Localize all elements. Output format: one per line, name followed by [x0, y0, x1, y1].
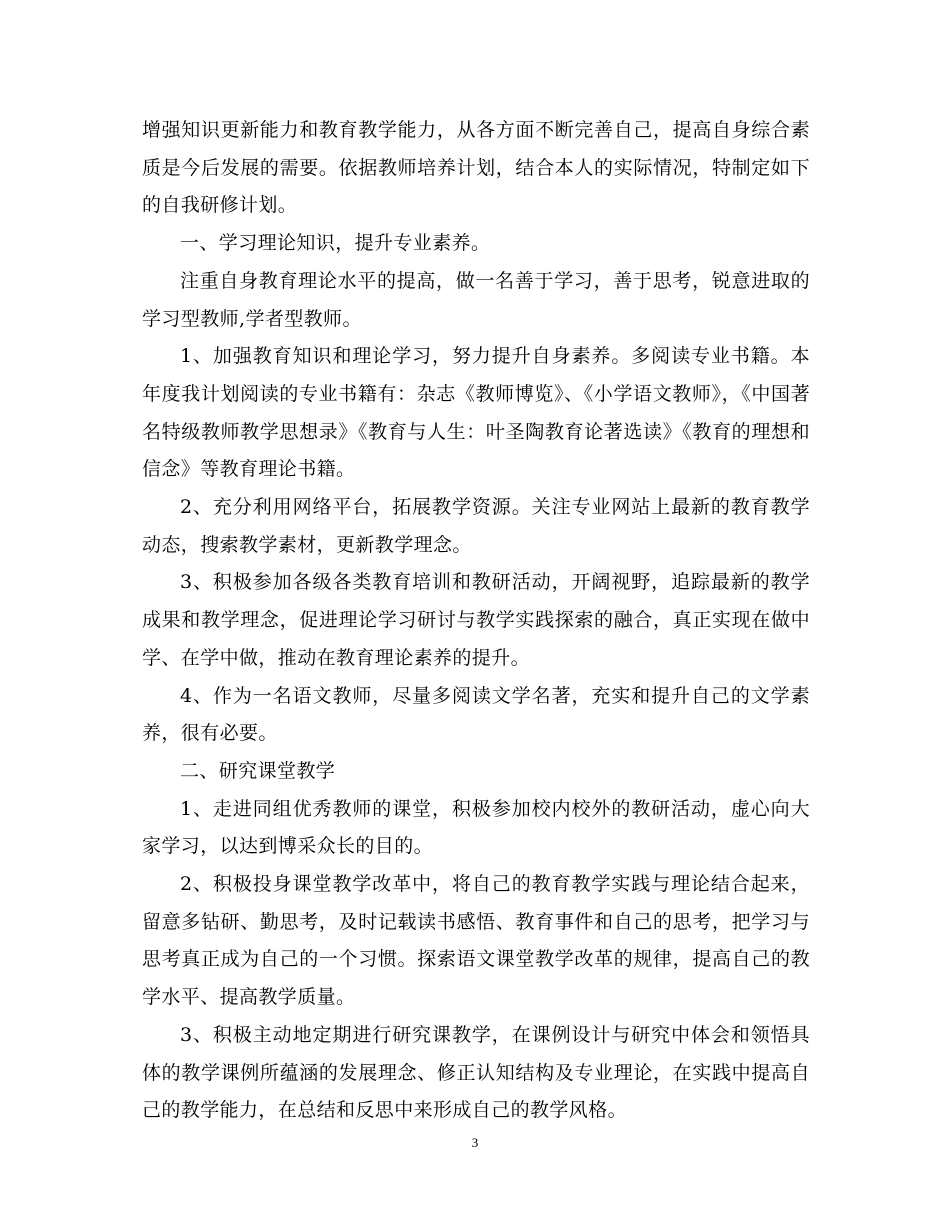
paragraph-item-2-2: 2、积极投身课堂教学改革中，将自己的教育教学实践与理论结合起来，留意多钻研、勤思考，及时记载读书感悟、教育事件和自己的思考，把学习与思考真正成为自己的一个习惯。探索语文课堂教学改革的规律，提高自己的教学水平、提高教学质量。	[142, 873, 810, 1009]
paragraph-item-1-4: 4、作为一名语文教师，尽量多阅读文学名著，充实和提升自己的文学素养，很有必要。	[142, 684, 810, 745]
paragraph-item-1-2: 2、充分利用网络平台，拓展教学资源。关注专业网站上最新的教育教学动态，搜索教学素材，更新教学理念。	[142, 496, 810, 556]
paragraph-item-2-3: 3、积极主动地定期进行研究课教学，在课例设计与研究中体会和领悟具体的教学课例所蕴涵的发展理念、修正认知结构及专业理论，在实践中提高自己的教学能力，在总结和反思中来形成自己的教学风格。	[142, 1023, 810, 1122]
paragraph-intro-continued: 增强知识更新能力和教育教学能力，从各方面不断完善自己，提高自身综合素质是今后发展的需要。依据教师培养计划，结合本人的实际情况，特制定如下的自我研修计划。	[142, 119, 810, 217]
document-body	[142, 112, 810, 1130]
paragraph-item-1-1: 1、加强教育知识和理论学习，努力提升自身素养。多阅读专业书籍。本年度我计划阅读的专业书籍有：杂志《教师博览》、《小学语文教师》，《中国著名特级教师教学思想录》《教育与人生：叶圣陶教育论著选读》《教育的理想和信念》等教育理论书籍。	[142, 345, 810, 481]
paragraph-item-1-3: 3、积极参加各级各类教育培训和教研活动，开阔视野，追踪最新的教学成果和教学理念，促进理论学习研讨与教学实践探索的融合，真正实现在做中学、在学中做，推动在教育理论素养的提升。	[142, 571, 810, 669]
section-heading-2: 二、研究课堂教学	[180, 759, 336, 782]
paragraph-item-2-1: 1、走进同组优秀教师的课堂，积极参加校内校外的教研活动，虚心向大家学习，以达到博采众长的目的。	[142, 797, 810, 858]
page-number: 3	[471, 1135, 479, 1150]
section-heading-1: 一、学习理论知识，提升专业素养。	[180, 232, 491, 255]
paragraph-section-1-intro: 注重自身教育理论水平的提高，做一名善于学习，善于思考，锐意进取的学习型教师,学者型教师。	[142, 269, 810, 330]
